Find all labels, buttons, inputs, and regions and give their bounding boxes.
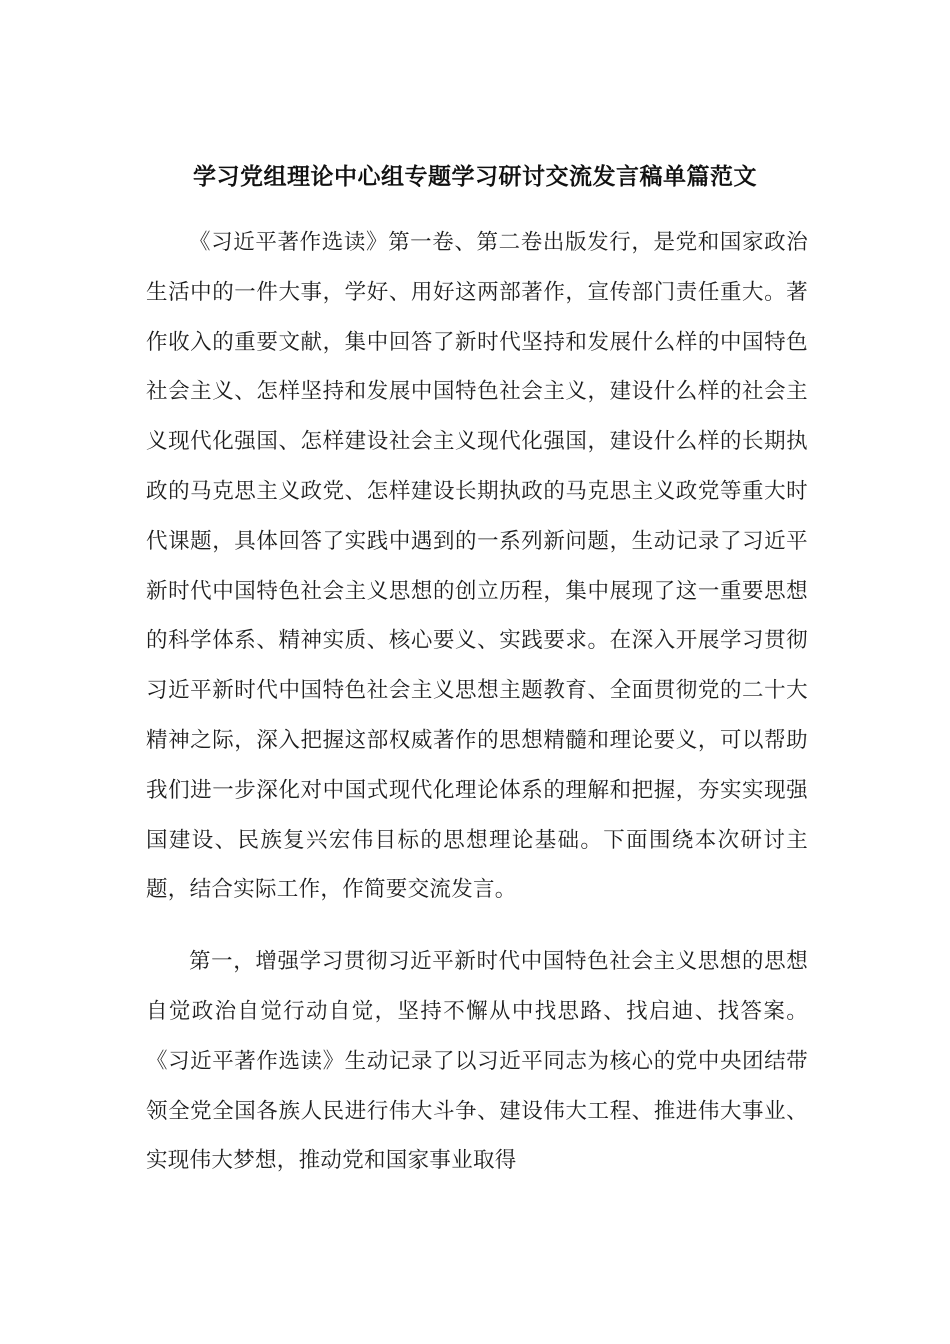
document-body [146,218,808,1186]
document-title: 学习党组理论中心组专题学习研讨交流发言稿单篇范文 [193,164,757,190]
paragraph-intro: 《习近平著作选读》第一卷、第二卷出版发行，是党和国家政治生活中的一件大事，学好、用好这两部著作，宣传部门责任重大。著作收入的重要文献，集中回答了新时代坚持和发展什么样的中国特色社会主义、怎样坚持和发展中国特色社会主义，建设什么样的社会主义现代化强国、怎样建设社会主义现代化强国，建设什么样的长期执政的马克思主义政党、怎样建设长期执政的马克思主义政党等重大时代课题，具体回答了实践中遇到的一系列新问题，生动记录了习近平新时代中国特色社会主义思想的创立历程，集中展现了这一重要思想的科学体系、精神实质、核心要义、实践要求。在深入开展学习贯彻习近平新时代中国特色社会主义思想主题教育、全面贯彻党的二十大精神之际，深入把握这部权威著作的思想精髓和理论要义，可以帮助我们进一步深化对中国式现代化理论体系的理解和把握，夯实实现强国建设、民族复兴宏伟目标的思想理论基础。下面围绕本次研讨主题，结合实际工作，作简要交流发言。 [146,230,808,903]
paragraph-first-point: 第一，增强学习贯彻习近平新时代中国特色社会主义思想的思想自觉政治自觉行动自觉，坚持不懈从中找思路、找启迪、找答案。《习近平著作选读》生动记录了以习近平同志为核心的党中央团结带领全党全国各族人民进行伟大斗争、建设伟大工程、推进伟大事业、实现伟大梦想，推动党和国家事业取得 [146,949,808,1174]
